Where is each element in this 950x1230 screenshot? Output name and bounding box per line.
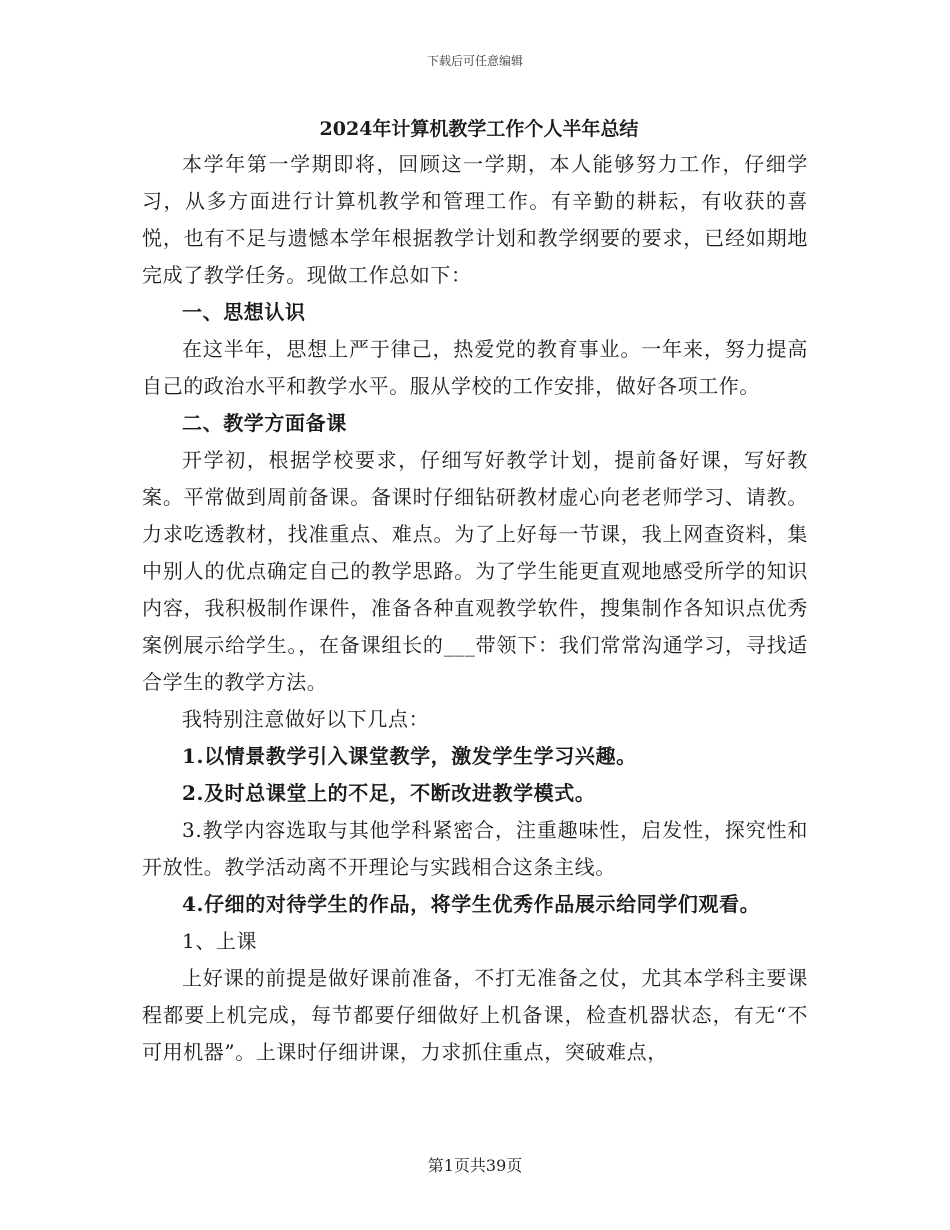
document-body [142,112,808,1071]
section-body-class: 上好课的前提是做好课前准备，不打无准备之仗，尤其本学科主要课程都要上机完成，每节都要仔细做好上机备课，检查机器状态，有无“不可用机器”。上课时仔细讲课，力求抓住重点，突破难点， [142,966,808,1064]
section-heading-lesson-prep: 二、教学方面备课 [182,411,347,435]
section-heading-thoughts: 一、思想认识 [182,300,306,324]
section-heading-class: 1、上课 [182,929,258,953]
point-item-4: 4.仔细的对待学生的作品，将学生优秀作品展示给同学们观看。 [182,892,761,916]
page-footer-number: 第1页共39页 [427,1156,523,1175]
intro-paragraph: 本学年第一学期即将，回顾这一学期，本人能够努力工作，仔细学习，从多方面进行计算机教学和管理工作。有辛勤的耕耘，有收获的喜悦，也有不足与遗憾本学年根据教学计划和教学纲要的要求，已经如期地完成了教学任务。现做工作总如下： [142,152,808,287]
point-item-1: 1.以情景教学引入课堂教学，激发学生学习兴趣。 [182,744,637,768]
point-item-2: 2.及时总课堂上的不足，不断改进教学模式。 [182,781,596,805]
section-body-thoughts: 在这半年，思想上严于律己，热爱党的教育事业。一年来，努力提高自己的政治水平和教学水平。服从学校的工作安排，做好各项工作。 [142,337,808,398]
point-item-3: 3.教学内容选取与其他学科紧密合，注重趣味性，启发性，探究性和开放性。教学活动离不开理论与实践相合这条主线。 [142,818,808,879]
points-intro: 我特别注意做好以下几点： [182,707,430,731]
document-title: 2024年计算机教学工作个人半年总结 [319,118,639,140]
page-header-note: 下载后可任意编辑 [426,54,523,68]
section-body-lesson-prep: 开学初，根据学校要求，仔细写好教学计划，提前备好课，写好教案。平常做到周前备课。备课时仔细钻研教材虚心向老老师学习、请教。力求吃透教材，找准重点、难点。为了上好每一节课，我上网查资料，集中别人的优点确定自己的教学思路。为了学生能更直观地感受所学的知识内容，我积极制作课件，准备各种直观教学软件，搜集制作各知识点优秀案例展示给学生。，在备课组长的___带领下：我们常常沟通学习，寻找适合学生的教学方法。 [142,448,808,694]
